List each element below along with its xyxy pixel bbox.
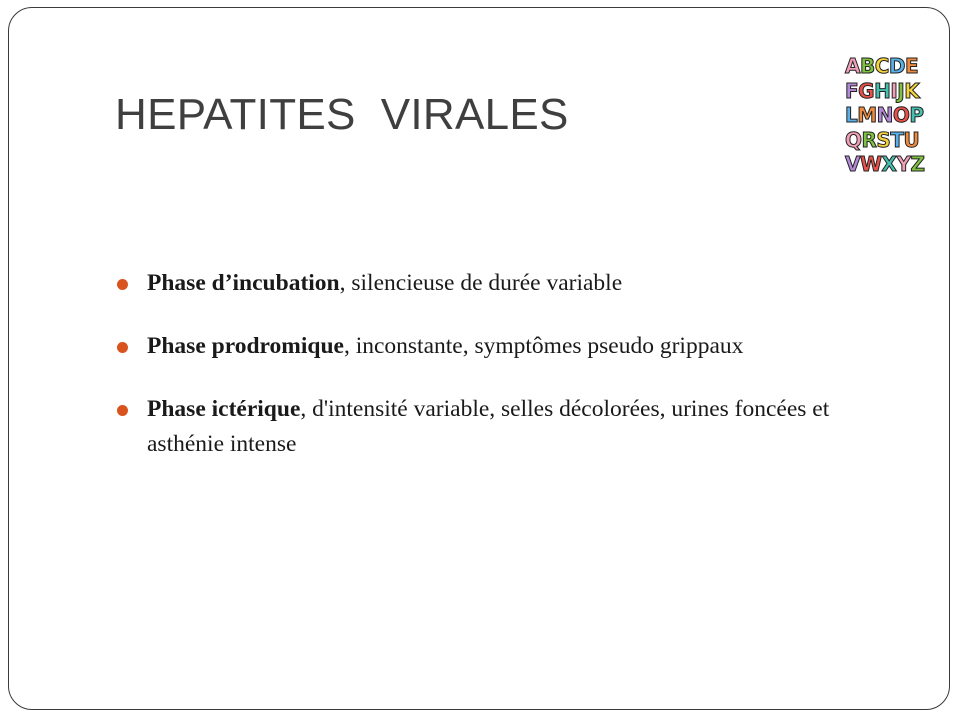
alphabet-letter: U (903, 127, 920, 152)
bullet-bold-text: Phase prodromique (147, 333, 344, 359)
bullet-list (117, 266, 877, 490)
alphabet-letter: Z (910, 152, 925, 176)
alphabet-letter: A (845, 54, 860, 78)
alphabet-letter: V (845, 152, 860, 176)
bullet-text: , silencieuse de durée variable (339, 270, 623, 296)
alphabet-letter: B (859, 54, 875, 78)
bullet-dot-icon (117, 279, 128, 290)
bullet-dot-icon (117, 342, 128, 353)
alphabet-letter: C (874, 54, 889, 78)
bullet-bold-text: Phase d’incubation (147, 270, 340, 296)
slide (8, 7, 950, 710)
alphabet-letter: E (905, 54, 919, 78)
alphabet-row (845, 79, 925, 104)
alphabet-row (845, 152, 925, 177)
alphabet-letter: X (881, 152, 897, 176)
alphabet-letter: I (890, 78, 898, 103)
bullet-text: , d'intensité variable, selles décolorées, urines foncées et asthénie intense (147, 396, 830, 457)
bullet-dot-icon (117, 405, 128, 416)
alphabet-letter: D (888, 54, 906, 78)
bullet-item (117, 329, 877, 364)
alphabet-row (845, 128, 925, 153)
alphabet-letter: G (858, 78, 875, 103)
bullet-bold-text: Phase ictérique (147, 396, 301, 422)
alphabet-letter: F (845, 78, 859, 103)
slide-title: HEPATITES VIRALES (115, 90, 569, 139)
bullet-text: , inconstante, symptômes pseudo grippaux (343, 333, 744, 359)
bullet-item (117, 266, 877, 301)
alphabet-letter: L (845, 103, 858, 127)
alphabet-letter: H (874, 78, 891, 103)
alphabet-letter: K (904, 78, 920, 103)
alphabet-letter: Y (896, 152, 911, 176)
alphabet-letter: S (876, 127, 891, 152)
alphabet-letter: P (909, 103, 924, 127)
alphabet-letter: J (897, 78, 905, 103)
alphabet-letter: O (892, 103, 910, 127)
alphabet-letter: M (857, 103, 877, 127)
bullet-item (117, 392, 877, 462)
alphabet-letter: N (876, 103, 893, 127)
alphabet-letter: T (890, 127, 904, 152)
alphabet-letter: Q (845, 127, 862, 152)
alphabet-letter: R (861, 127, 877, 152)
alphabet-row (845, 54, 925, 79)
alphabet-row (845, 103, 925, 128)
alphabet-letter: W (859, 152, 882, 176)
alphabet-clipart (845, 54, 925, 177)
